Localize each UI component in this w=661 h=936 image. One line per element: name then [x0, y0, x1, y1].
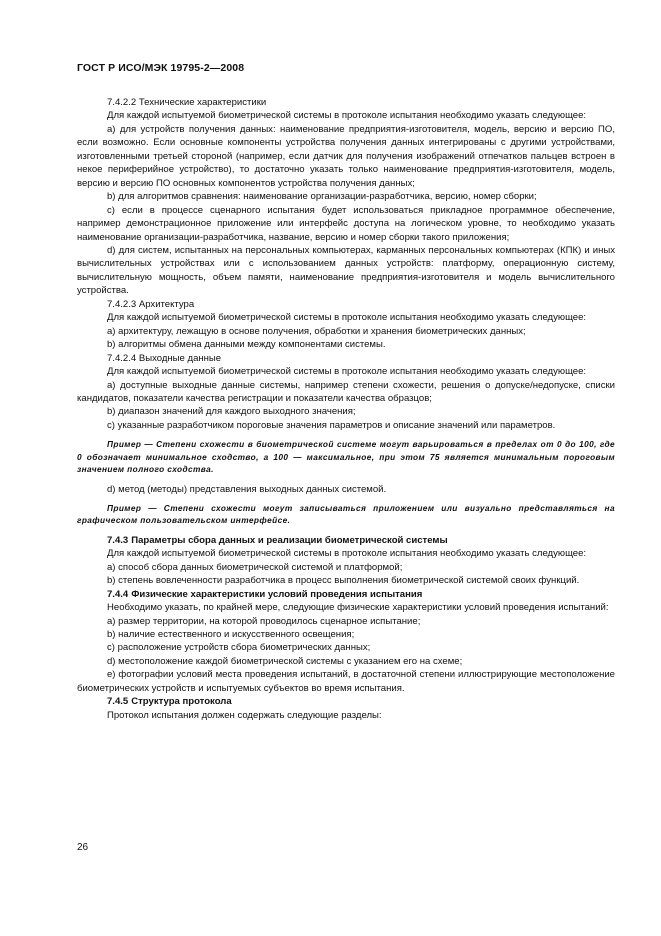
section-number: 7.4.4	[107, 588, 129, 600]
paragraph: c) расположение устройств сбора биометрических данных;	[107, 642, 371, 654]
section-title: Структура протокола	[131, 696, 232, 708]
paragraph: d) метод (методы) представления выходных данных системой.	[107, 483, 387, 495]
paragraph: Для каждой испытуемой биометрической системы в протоколе испытания необходимо указать следующее:	[107, 312, 587, 324]
paragraph: Для каждой испытуемой биометрической системы в протоколе испытания необходимо указать следующее:	[107, 548, 587, 560]
paragraph: d) для систем, испытанных на персональных компьютерах, карманных персональных компьютерах (КПК) и иных вычислительных устройствах или с использованием данных устройств: платформу, операционную систему, вычислительную мощность, объем памяти, наименование предприятия-изготовителя и модель вычислительного устройства.	[77, 244, 615, 297]
paragraph: b) наличие естественного и искусственного освещения;	[107, 628, 355, 640]
section-heading	[77, 588, 615, 601]
section-number: 7.4.5	[107, 696, 129, 708]
paragraph: b) степень вовлеченности разработчика в процесс выполнения биометрической системой своих функций.	[107, 575, 580, 587]
section-heading	[77, 695, 615, 708]
section-heading	[77, 534, 615, 547]
paragraph: b) для алгоритмов сравнения: наименование организации-разработчика, версию, номер сборки;	[107, 191, 537, 203]
paragraph: Протокол испытания должен содержать следующие разделы:	[107, 709, 382, 721]
document-header: ГОСТ Р ИСО/МЭК 19795-2—2008	[77, 62, 245, 74]
paragraph: 7.4.2.2 Технические характеристики	[107, 97, 267, 108]
paragraph: c) указанные разработчиком пороговые значения параметров и описание значений или параметров.	[107, 419, 556, 431]
page-body	[77, 96, 615, 722]
paragraph: c) если в процессе сценарного испытания будет использоваться прикладное программное обеспечение, например демонстрационное приложение или интерфейс доступа на логическом уровне, то необходимо указать наименование организации-разработчика, название, версию и номер сборки такого приложения;	[77, 204, 615, 243]
paragraph: a) способ сбора данных биометрической системой и платформой;	[107, 561, 403, 573]
paragraph: Для каждой испытуемой биометрической системы в протоколе испытания необходимо указать следующее:	[107, 110, 587, 122]
page-number: 26	[77, 842, 89, 853]
paragraph: a) архитектуру, лежащую в основе получения, обработки и хранения биометрических данных;	[107, 325, 526, 337]
paragraph: a) доступные выходные данные системы, например степени схожести, решения о допуске/недопуске, списки кандидатов, показатели качества регистрации и показатели качества образцов;	[77, 379, 615, 404]
example-note: Пример — Степени схожести могут записываться приложением или визуально представляться на графическом пользовательском интерфейсе.	[77, 503, 615, 526]
section-title: Параметры сбора данных и реализации биометрической системы	[131, 534, 448, 546]
paragraph: a) размер территории, на которой проводилось сценарное испытание;	[107, 615, 421, 627]
paragraph: b) алгоритмы обмена данными между компонентами системы.	[107, 339, 386, 351]
paragraph: Для каждой испытуемой биометрической системы в протоколе испытания необходимо указать следующее:	[107, 366, 587, 378]
paragraph: 7.4.2.3 Архитектура	[107, 298, 195, 310]
example-note: Пример — Степени схожести в биометрической системе могут варьироваться в пределах от 0 до 100, где 0 обозначает минимальное сходство, а 100 — максимальное, при этом 75 является минимальным пороговым значением полного сходства.	[77, 439, 615, 475]
section-number: 7.4.3	[107, 534, 129, 546]
paragraph: d) местоположение каждой биометрической системы с указанием его на схеме;	[107, 655, 463, 667]
paragraph: e) фотографии условий места проведения испытаний, в достаточной степени иллюстрирующие местоположение биометрических устройств и испытуемых субъектов во время испытания.	[77, 669, 615, 694]
paragraph: 7.4.2.4 Выходные данные	[107, 352, 222, 364]
section-title: Физические характеристики условий проведения испытания	[131, 588, 423, 600]
paragraph: Необходимо указать, по крайней мере, следующие физические характеристики условий проведения испытаний:	[107, 602, 609, 614]
paragraph: b) диапазон значений для каждого выходного значения;	[107, 406, 356, 418]
paragraph: a) для устройств получения данных: наименование предприятия-изготовителя, модель, версию и версию ПО, если возможно. Если основные компоненты устройства получения данных интегрированы с другими устройствами, изготовленными третьей стороной (например, если датчик для получения изображений отпечатков пальцев встроен в некое периферийное устройство), то достаточно указать только наименование предприятия-изготовителя, модель, версию и версию ПО основных компонентов устройства получения данных;	[77, 123, 615, 189]
